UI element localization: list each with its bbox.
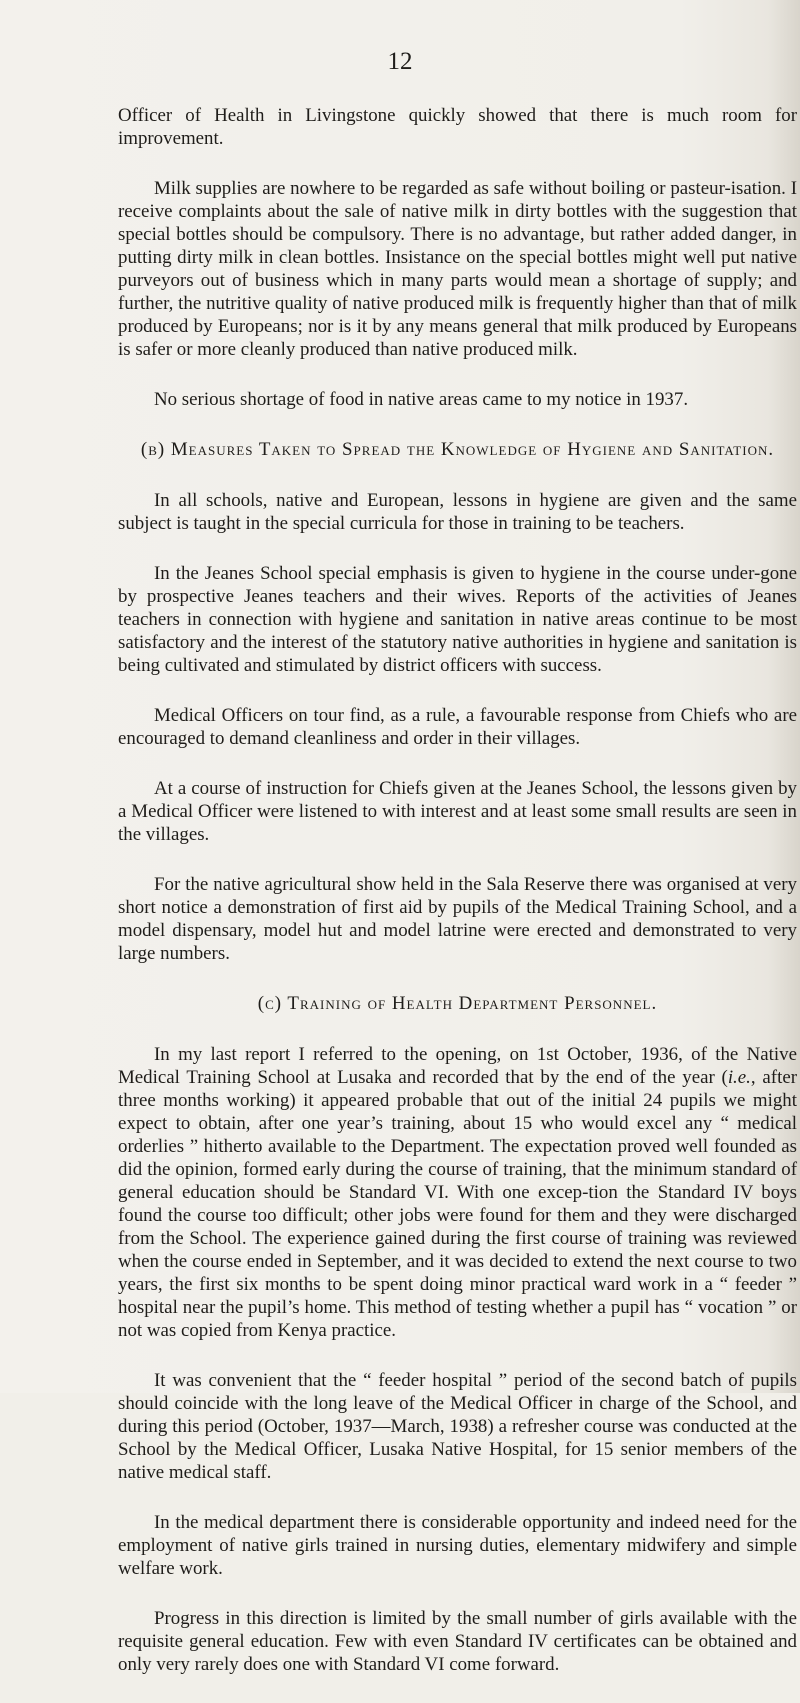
paragraph-native-girls: In the medical department there is considerable opportunity and indeed need for the employment of native girls trained in nursing duties, elementary midwifery and simple welfare work. — [118, 1512, 797, 1579]
paragraph-milk-supplies: Milk supplies are nowhere to be regarded as safe without boiling or pasteur-isation. I receive complaints about the sale of native milk in dirty bottles with the suggestion that special bottles should be compulsory. There is no advantage, but rather added danger, in putting dirty milk in clean bottles. Insistance on the special bottles might well put native purveyors out of business which in many parts would mean a shortage of supply; and further, the nutritive quality of native produced milk is frequently higher than that of milk produced by Europeans; nor is it by any means general that milk produced by Europeans is safer or more cleanly produced than native produced milk. — [118, 178, 797, 360]
paragraph-jeanes-school: In the Jeanes School special emphasis is given to hygiene in the course under-gone by prospective Jeanes teachers and their wives. Reports of the activities of Jeanes teachers in connection with hygiene and sanitation in native areas continue to be most satisfactory and the interest of the statutory native authorities in hygiene and sanitation is being cultivated and stimulated by district officers with success. — [118, 563, 797, 676]
paragraph-food-shortage: No serious shortage of food in native areas came to my notice in 1937. — [154, 389, 689, 410]
ie-abbreviation: i.e. — [727, 1067, 751, 1088]
paragraph-feeder-hospital: It was convenient that the “ feeder hospital ” period of the second batch of pupils should coincide with the long leave of the Medical Officer in charge of the School, and during this period (October, 1937—March, 1938) a refresher course was conducted at the School by the Medical Officer, Lusaka Native Hospital, for 15 senior members of the native medical staff. — [118, 1370, 797, 1483]
section-heading-training: (c) Training of Health Department Personnel. — [257, 993, 658, 1014]
paragraph-training-school — [118, 1043, 797, 1342]
paragraph-progress: Progress in this direction is limited by the small number of girls available with the requisite general education. Few with even Standard IV certificates can be obtained and only very rarely does one with Standard VI come forward. — [118, 1608, 797, 1675]
page-number: 12 — [387, 48, 413, 75]
paragraph-medical-officers: Medical Officers on tour find, as a rule, a favourable response from Chiefs who are encouraged to demand cleanliness and order in their villages. — [118, 705, 797, 749]
paragraph-training-school-part-2: , after three months working) it appeared probable that out of the initial 24 pupils we might expect to obtain, after one year’s training, about 15 who would excel any “ medical orderlies ” hitherto available to the Department. The expectation proved well founded as did the opinion, formed early during the course of training, that the minimum standard of general education should be Standard VI. With one excep-tion the Standard IV boys found the course too difficult; other jobs were found for them and they were discharged from the School. The experience gained during the first course of training was reviewed when the course ended in September, and it was decided to extend the next course to two years, the first six months to be spent doing minor practical ward work in a “ feeder ” hospital near the pupil’s home. This method of testing whether a pupil has “ vocation ” or not was copied from Kenya practice. — [118, 1067, 797, 1341]
body-text — [118, 104, 797, 1703]
paragraph-chiefs-course: At a course of instruction for Chiefs given at the Jeanes School, the lessons given by a Medical Officer were listened to with interest and at least some small results are seen in the villages. — [118, 778, 797, 845]
paragraph-continuation: Officer of Health in Livingstone quickly showed that there is much room for improvement. — [118, 105, 797, 149]
paragraph-training-school-part-1: In my last report I referred to the opening, on 1st October, 1936, of the Native Medical Training School at Lusaka and recorded that by the end of the year ( — [118, 1044, 797, 1088]
section-heading-hygiene: (b) Measures Taken to Spread the Knowledge of Hygiene and Sanitation. — [140, 439, 775, 460]
paragraph-agricultural-show: For the native agricultural show held in the Sala Reserve there was organised at very short notice a demonstration of first aid by pupils of the Medical Training School, and a model dispensary, model hut and model latrine were erected and demonstrated to very large numbers. — [118, 874, 797, 964]
paragraph-schools: In all schools, native and European, lessons in hygiene are given and the same subject is taught in the special curricula for those in training to be teachers. — [118, 490, 797, 534]
